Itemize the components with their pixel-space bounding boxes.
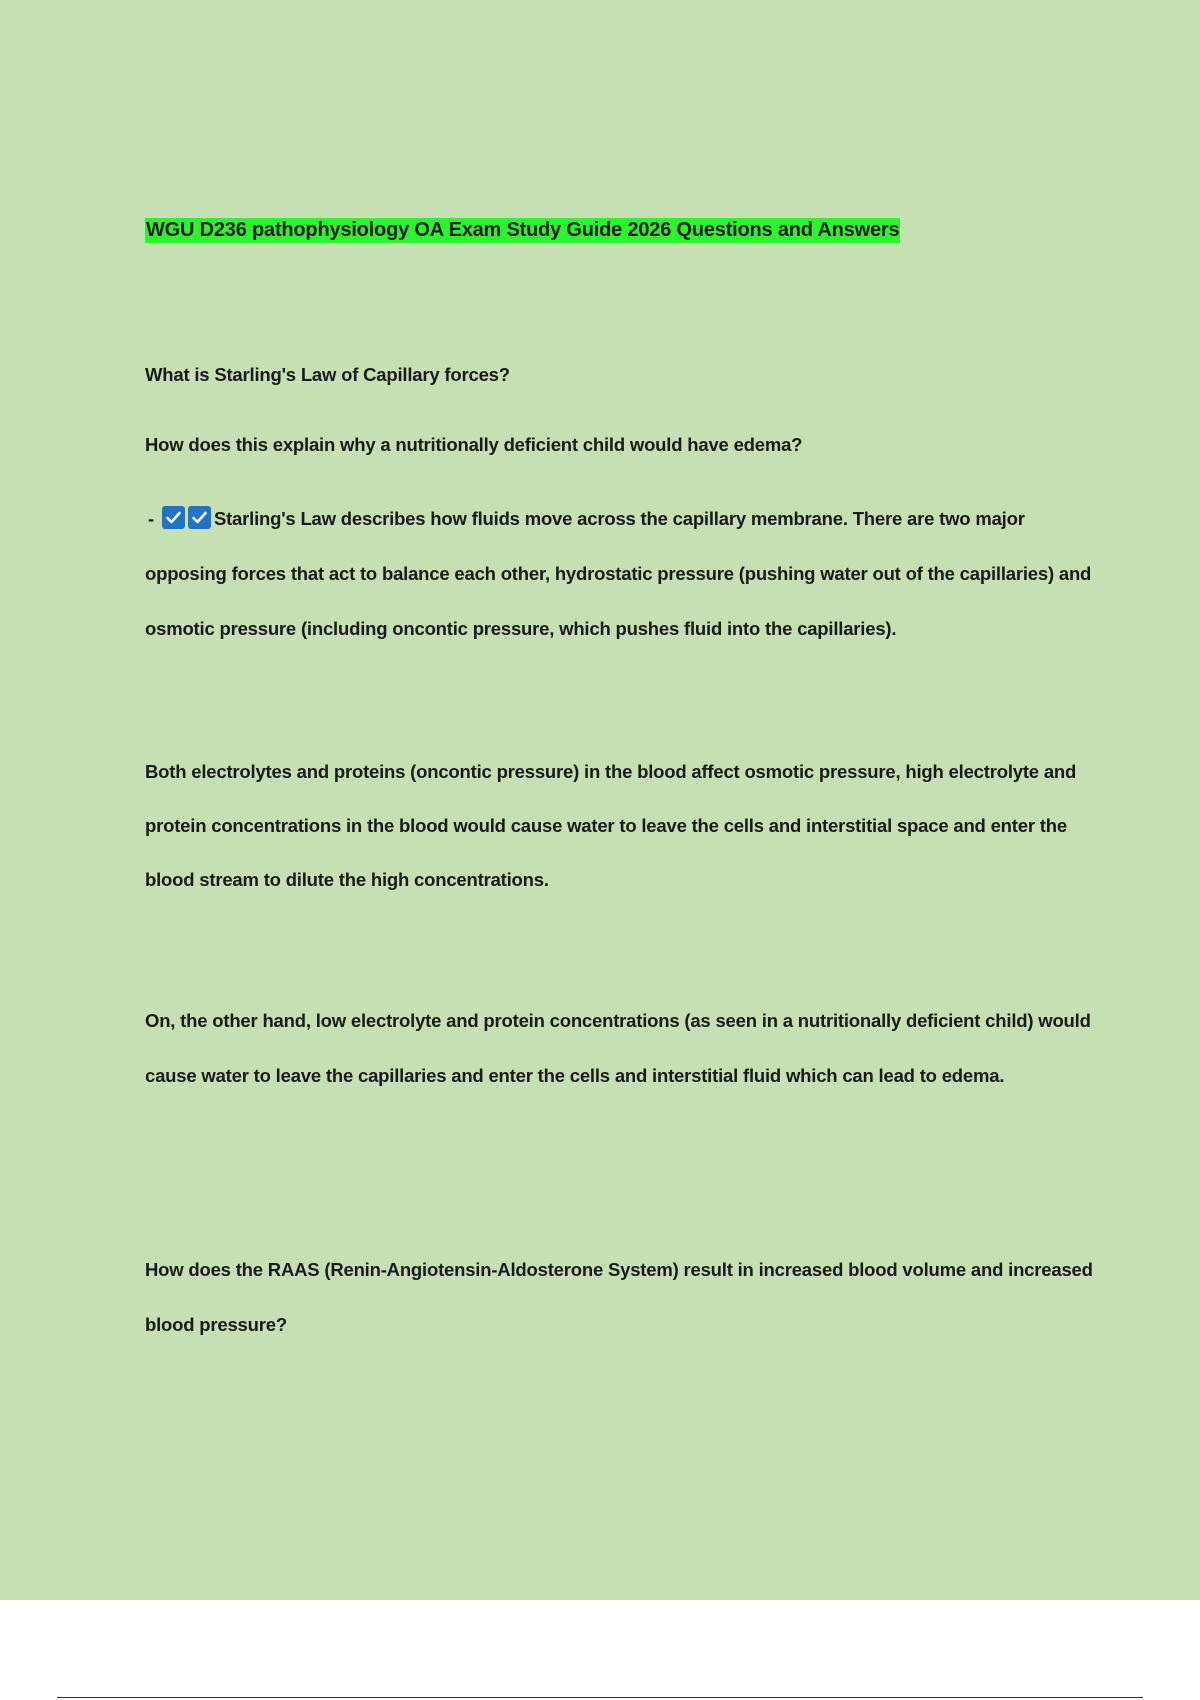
question-1-line-2: How does this explain why a nutritionally deficient child would have edema? — [145, 434, 803, 455]
answer-1-paragraph-1 — [145, 491, 1105, 656]
answer-1-paragraph-1-text: Starling's Law describes how fluids move across the capillary membrane. There are two major opposing forces that act to balance each other, hydrostatic pressure (pushing water out of the capillaries) and osmotic pressure (including oncontic pressure, which pushes fluid into the capillaries). — [145, 508, 1092, 639]
question-1-line-1: What is Starling's Law of Capillary forces? — [145, 364, 510, 385]
question-2: How does the RAAS (Renin-Angiotensin-Aldosterone System) result in increased blood volume and increased blood pressure? — [145, 1259, 1093, 1335]
answer-1-paragraph-3: On, the other hand, low electrolyte and protein concentrations (as seen in a nutritionally deficient child) would cause water to leave the capillaries and enter the cells and interstitial fluid which can lead to edema. — [145, 1010, 1091, 1086]
footer-divider — [57, 1697, 1143, 1698]
document-title-highlight: WGU D236 pathophysiology OA Exam Study Guide 2026 Questions and Answers — [146, 219, 900, 241]
document-title — [145, 215, 900, 245]
answer-prefix-dash: - — [148, 508, 154, 529]
check-box-icon — [188, 506, 211, 529]
check-box-icon — [162, 506, 185, 529]
answer-1-paragraph-2: Both electrolytes and proteins (oncontic pressure) in the blood affect osmotic pressure, high electrolyte and protein concentrations in the blood would cause water to leave the cells and interstitial space and enter the blood stream to dilute the high concentrations. — [145, 761, 1077, 890]
